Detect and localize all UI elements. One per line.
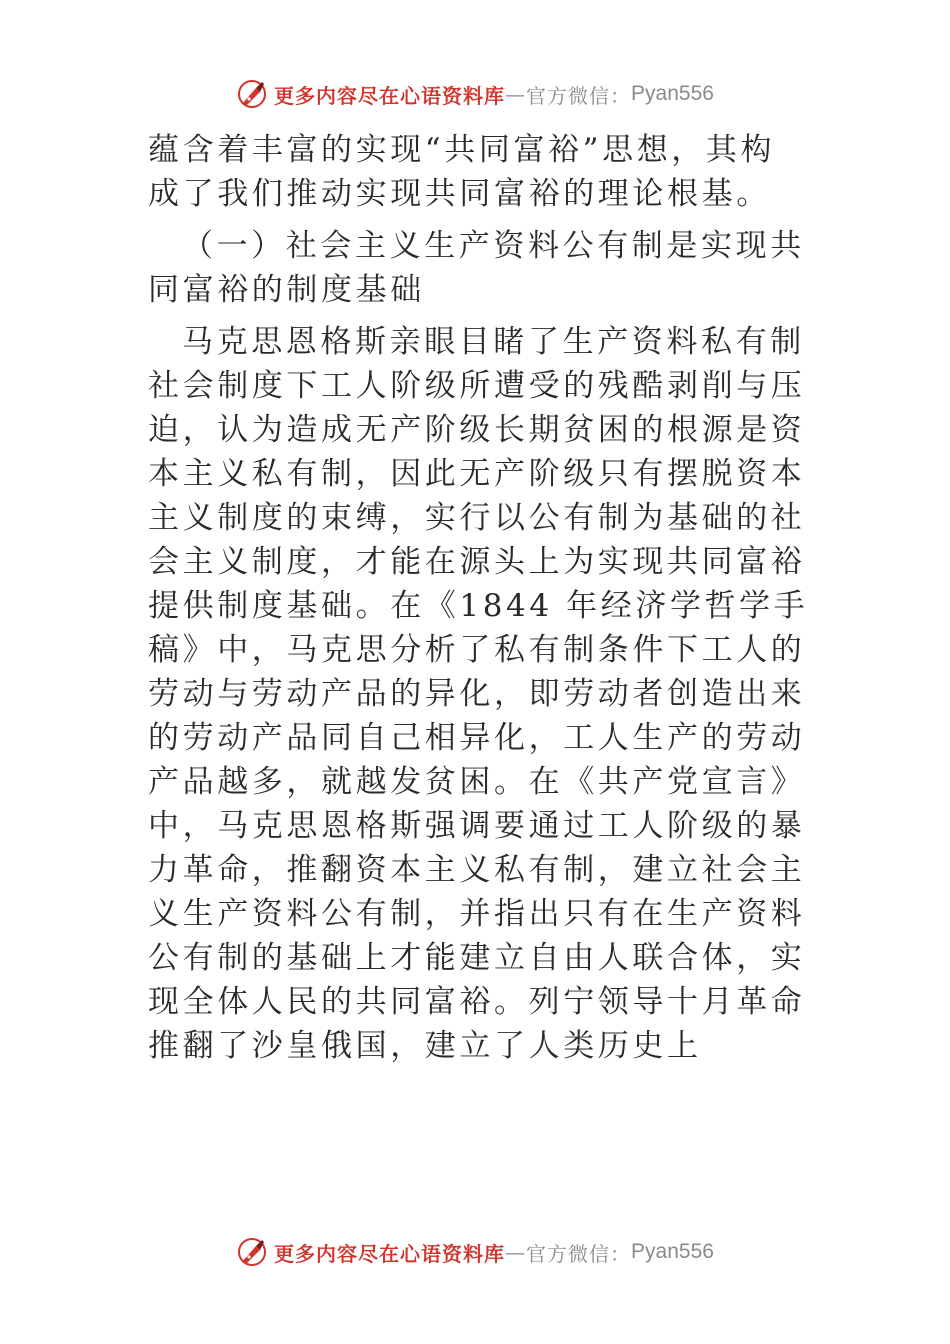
paragraph-body	[148, 320, 816, 1068]
text-line: 同富裕的制度基础	[148, 272, 425, 308]
text-line: 力革命，推翻资本主义私有制，建立社会主	[148, 852, 806, 888]
pen-nib-logo-icon	[236, 1236, 268, 1268]
text-line: 的劳动产品同自己相异化，工人生产的劳动	[148, 720, 806, 756]
paragraph-intro	[148, 128, 816, 216]
text-line: 蕴含着丰富的实现“共同富裕”思想，其构	[148, 132, 776, 168]
text-line: 提供制度基础。在《1844 年经济学哲学手	[148, 588, 809, 624]
banner-wechat-label: 官方微信：	[526, 1241, 632, 1266]
document-body	[148, 128, 816, 1076]
text-line: 产品越多，就越发贫困。在《共产党宣言》	[148, 764, 806, 800]
text-line: 主义制度的束缚，实行以公有制为基础的社	[148, 500, 806, 536]
text-line: 迫，认为造成无产阶级长期贫困的根源是资	[148, 412, 806, 448]
text-line: （一）社会主义生产资料公有制是实现共	[182, 228, 805, 264]
text-line: 会主义制度，才能在源头上为实现共同富裕	[148, 544, 806, 580]
banner-brand-text: 更多内容尽在心语资料库	[274, 1241, 506, 1266]
text-line: 现全体人民的共同富裕。列宁领导十月革命	[148, 984, 806, 1020]
text-line: 马克思恩格斯亲眼目睹了生产资料私有制	[182, 324, 805, 360]
footer-banner	[0, 1232, 950, 1272]
header-banner	[0, 74, 950, 114]
banner-wechat-id: Pyan556	[631, 82, 714, 105]
text-line: 成了我们推动实现共同富裕的理论根基。	[148, 176, 771, 212]
text-line: 推翻了沙皇俄国，建立了人类历史上	[148, 1028, 702, 1064]
text-line: 中，马克思恩格斯强调要通过工人阶级的暴	[148, 808, 806, 844]
banner-wechat-label: 官方微信：	[526, 83, 632, 108]
text-line: 公有制的基础上才能建立自由人联合体，实	[148, 940, 806, 976]
banner-wechat-id: Pyan556	[631, 1240, 714, 1263]
text-line: 本主义私有制，因此无产阶级只有摆脱资本	[148, 456, 806, 492]
text-line: 劳动与劳动产品的异化，即劳动者创造出来	[148, 676, 806, 712]
banner-dash: —	[505, 82, 527, 106]
text-line: 义生产资料公有制，并指出只有在生产资料	[148, 896, 806, 932]
section-heading	[148, 224, 816, 312]
banner-dash: —	[505, 1240, 527, 1264]
text-line: 社会制度下工人阶级所遭受的残酷剥削与压	[148, 368, 806, 404]
text-line: 稿》中，马克思分析了私有制条件下工人的	[148, 632, 806, 668]
banner-brand-text: 更多内容尽在心语资料库	[274, 83, 506, 108]
pen-nib-logo-icon	[236, 78, 268, 110]
